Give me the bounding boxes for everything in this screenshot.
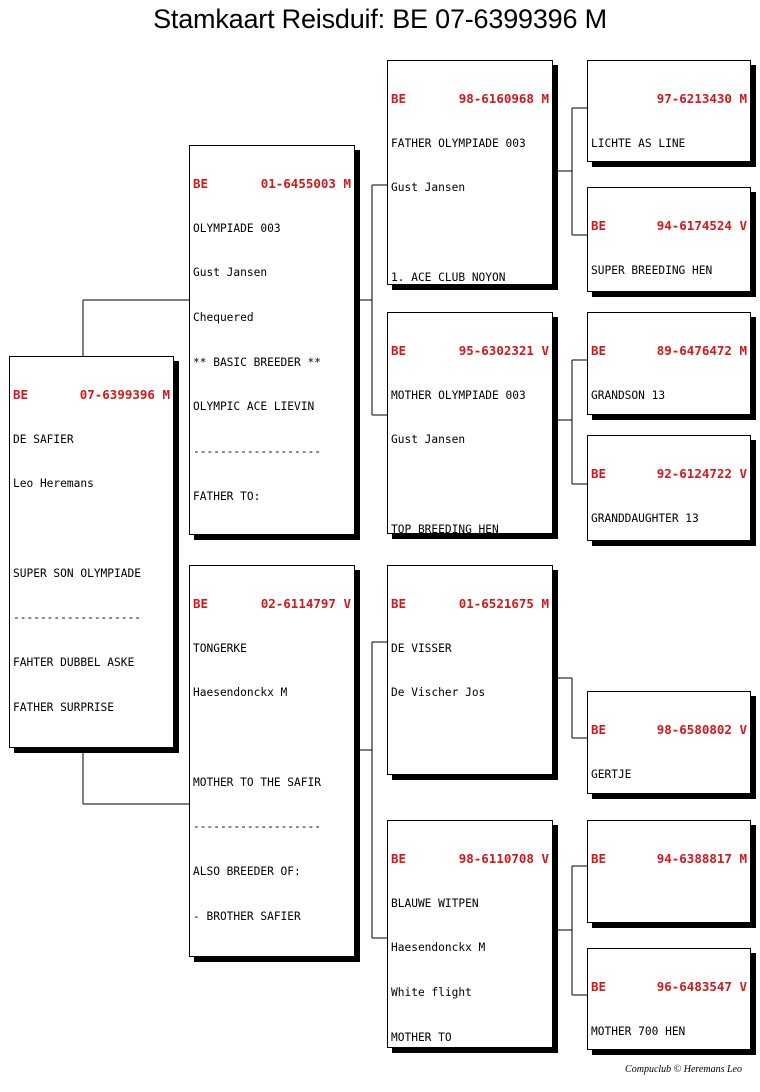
card-line: TONGERKE xyxy=(193,641,247,655)
card-line: MOTHER TO xyxy=(391,1030,452,1044)
pigeon-card-father xyxy=(189,145,355,535)
card-line: DE SAFIER xyxy=(13,432,74,446)
country-prefix: BE xyxy=(193,175,209,191)
ring-number: 02-6114797 V xyxy=(260,595,351,611)
card-line: OLYMPIADE 003 xyxy=(193,221,281,235)
ring-number: 96-6483547 V xyxy=(656,978,747,994)
card-line: FAHTER DUBBEL ASKE xyxy=(13,656,135,670)
card-line xyxy=(391,731,549,746)
pigeon-card-paternal-grandmother xyxy=(387,312,553,534)
card-line: Leo Heremans xyxy=(13,477,94,491)
card-line: FATHER SURPRISE xyxy=(13,700,115,714)
ring-number: 97-6213430 M xyxy=(656,90,747,106)
card-line: LICHTE AS LINE xyxy=(591,136,686,150)
pigeon-card-ggf-2 xyxy=(587,312,751,415)
card-line: ------------------- xyxy=(193,820,321,834)
ring-number: 07-6399396 M xyxy=(79,386,170,402)
card-line: SUPER BREEDING HEN xyxy=(591,263,713,277)
card-line: Chequered xyxy=(193,310,254,324)
card-line: ** BASIC BREEDER ** xyxy=(193,355,321,369)
card-line: GERTJE xyxy=(591,767,632,781)
ring-header xyxy=(13,388,170,403)
card-line: White flight xyxy=(391,985,472,999)
ring-number: 98-6110708 V xyxy=(458,850,549,866)
ring-header xyxy=(391,344,549,359)
card-line: - BROTHER SAFIER xyxy=(193,909,301,923)
card-line xyxy=(193,955,351,957)
card-line: GRANDDAUGHTER 13 xyxy=(591,511,699,525)
ring-number: 98-6160968 M xyxy=(458,90,549,106)
card-line: ALSO BREEDER OF: xyxy=(193,865,301,879)
card-line xyxy=(391,478,549,493)
card-line: TOP BREEDING HEN xyxy=(391,522,499,534)
card-line: SUPER SON OLYMPIADE xyxy=(13,566,141,580)
ring-header xyxy=(591,723,747,738)
country-prefix: BE xyxy=(193,595,209,611)
ring-number: 01-6455003 M xyxy=(260,175,351,191)
ring-number: 95-6302321 V xyxy=(458,342,549,358)
card-line xyxy=(193,731,351,746)
card-line: BLAUWE WITPEN xyxy=(391,896,479,910)
ring-header xyxy=(193,177,351,192)
card-line xyxy=(13,522,170,537)
ring-number: 98-6580802 V xyxy=(656,721,747,737)
card-line xyxy=(391,226,549,241)
page-title: Stamkaart Reisduif: BE 07-6399396 M xyxy=(153,4,607,34)
card-line: Gust Jansen xyxy=(391,433,466,447)
pigeon-card-paternal-grandfather xyxy=(387,60,553,285)
pigeon-card-ggm-3 xyxy=(587,691,751,794)
card-line: Gust Jansen xyxy=(193,266,268,280)
ring-number: 01-6521675 M xyxy=(458,595,549,611)
pigeon-card-subject xyxy=(9,356,174,748)
card-line: 1. ACE CLUB NOYON xyxy=(391,270,506,284)
ring-header xyxy=(391,597,549,612)
card-line: De Vischer Jos xyxy=(391,686,486,700)
pigeon-card-ggf-1 xyxy=(587,60,751,162)
pigeon-card-ggm-2 xyxy=(587,435,751,541)
country-prefix: BE xyxy=(591,721,607,737)
card-line: ------------------- xyxy=(13,611,141,625)
country-prefix: BE xyxy=(591,850,607,866)
pigeon-card-maternal-grandmother xyxy=(387,820,553,1048)
pigeon-card-ggf-4 xyxy=(587,820,751,923)
ring-header xyxy=(591,344,747,359)
pigeon-card-maternal-grandfather xyxy=(387,565,553,775)
ring-header xyxy=(591,467,747,482)
card-line: DE VISSER xyxy=(391,641,452,655)
country-prefix: BE xyxy=(591,465,607,481)
ring-number: 94-6174524 V xyxy=(656,217,747,233)
ring-number: 89-6476472 M xyxy=(656,342,747,358)
pigeon-card-mother xyxy=(189,565,355,957)
country-prefix: BE xyxy=(391,850,407,866)
card-line: ------------------- xyxy=(193,445,321,459)
country-prefix: BE xyxy=(391,595,407,611)
card-line: Haesendonckx M xyxy=(391,941,486,955)
card-line: FATHER TO: xyxy=(193,489,261,503)
country-prefix: BE xyxy=(13,386,29,402)
country-prefix: BE xyxy=(591,342,607,358)
card-line: Gust Jansen xyxy=(391,181,466,195)
ring-header xyxy=(591,980,747,995)
card-line xyxy=(591,897,747,912)
ring-header xyxy=(193,597,351,612)
card-line: GRANDSON 13 xyxy=(591,388,666,402)
card-line xyxy=(13,746,170,748)
card-line: OLYMPIC ACE LIEVIN xyxy=(193,400,315,414)
pigeon-card-ggm-4 xyxy=(587,948,751,1050)
ring-number: 92-6124722 V xyxy=(656,465,747,481)
card-line: Haesendonckx M xyxy=(193,686,288,700)
ring-header xyxy=(391,92,549,107)
country-prefix: BE xyxy=(591,978,607,994)
country-prefix: BE xyxy=(391,90,407,106)
card-line: FATHER OLYMPIADE 003 xyxy=(391,136,526,150)
country-prefix: BE xyxy=(391,342,407,358)
ring-number: 94-6388817 M xyxy=(656,850,747,866)
card-line: MOTHER 700 HEN xyxy=(591,1024,686,1038)
card-line: MOTHER TO THE SAFIR xyxy=(193,775,321,789)
ring-header xyxy=(591,92,747,107)
ring-header xyxy=(391,852,549,867)
card-line: MOTHER OLYMPIADE 003 xyxy=(391,388,526,402)
ring-header xyxy=(591,219,747,234)
pigeon-card-ggm-1 xyxy=(587,187,751,292)
ring-header xyxy=(591,852,747,867)
country-prefix: BE xyxy=(591,217,607,233)
footer-credit: Compuclub © Heremans Leo xyxy=(625,1064,742,1075)
